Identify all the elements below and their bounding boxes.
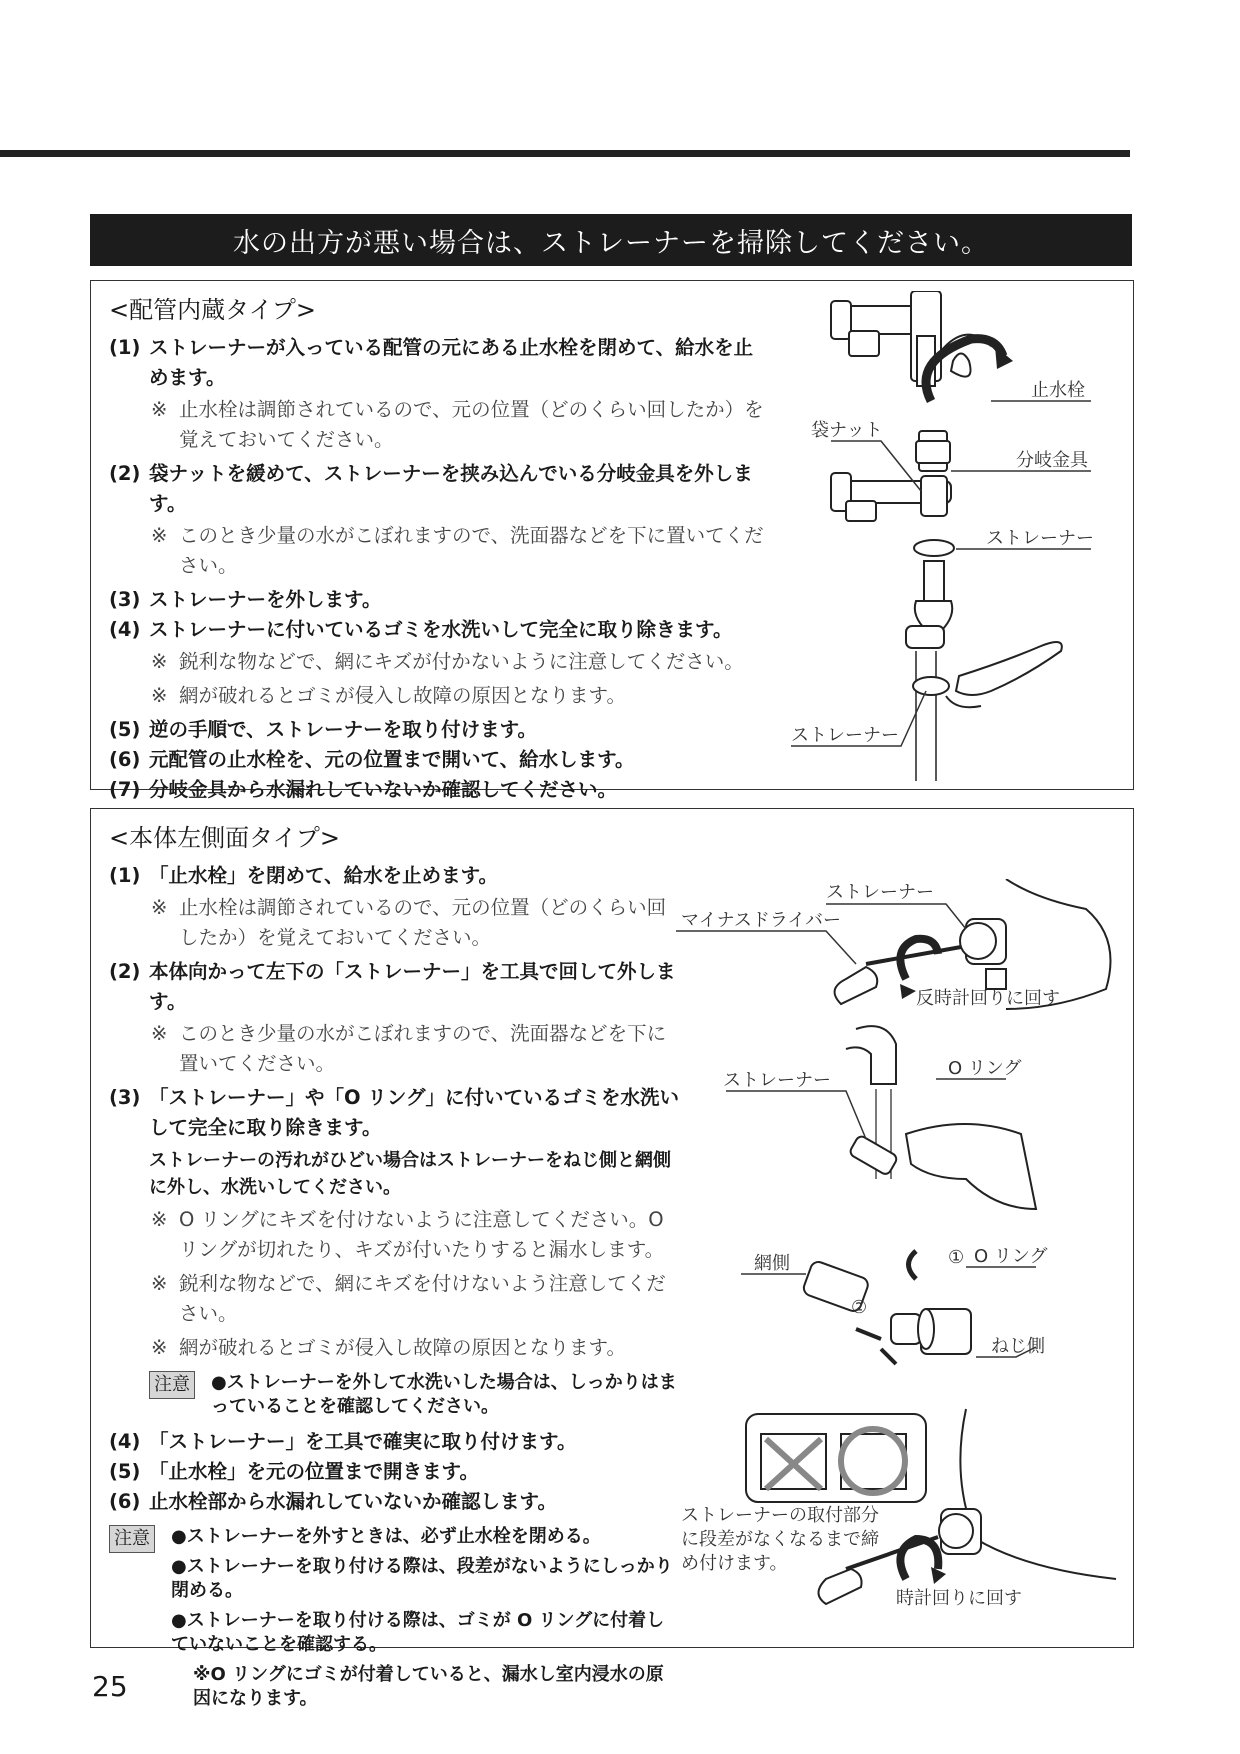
label-step-two: ② [851,1297,868,1318]
step-3: (3) ストレーナーを外します。 [109,588,382,611]
step-4: (4) ストレーナーに付いているゴミを水洗いして完全に取り除きます。 [109,618,733,641]
step-1: (1) 「止水栓」を閉めて、給水を止めます。 [109,864,499,887]
caution-item: ●ストレーナーを取り付ける際は、ゴミが O リングに付着していないことを確認する。 [171,1610,665,1655]
label-branch-fitting: 分岐金具 [1016,450,1088,471]
label-bag-nut: 袋ナット [811,420,883,441]
step-3: (3) 「ストレーナー」や「O リング」に付いているゴミを水洗いして完全に取り除きます。 [109,1086,679,1139]
note: ※ 鋭利な物などで、網にキズが付かないように注意してください。 [151,650,744,673]
note: ※ O リングにキズを付けないように注意してください。O リングが切れたり、キズが付いたりすると漏水します。 [151,1208,665,1261]
step-4: (4) 「ストレーナー」を工具で確実に取り付けます。 [109,1430,577,1453]
step-2: (2) 本体向かって左下の「ストレーナー」を工具で回して外します。 [109,960,676,1013]
label-counterclockwise: 反時計回りに回す [916,988,1060,1009]
step-6: (6) 止水栓部から水漏れしていないか確認します。 [109,1490,557,1513]
label-mount-instruction: ストレーナーの取付部分 [681,1505,879,1526]
label-o-ring: O リング [948,1058,1022,1079]
section2-text [109,821,679,1711]
label-o-ring: O リング [974,1246,1048,1267]
note: ※ 鋭利な物などで、網にキズを付けないよう注意してください。 [151,1272,666,1325]
section2-illustration [676,879,1126,1634]
caution-item: ●ストレーナーを外すときは、必ず止水栓を閉める。 [171,1526,601,1547]
label-strainer: ストレーナー [986,528,1094,549]
label-mesh-side: 網側 [754,1253,790,1274]
label-strainer: ストレーナー [791,725,899,746]
caution-label: 注意 [109,1525,155,1553]
page-number: 25 [92,1670,128,1703]
section2-heading: <本体左側面タイプ> [109,824,341,852]
label-screw-side: ねじ側 [991,1336,1045,1357]
step-5: (5) 「止水栓」を元の位置まで開きます。 [109,1460,479,1483]
label-step-one: ① [948,1247,965,1268]
label-strainer: ストレーナー [826,882,934,903]
note: ※ 止水栓は調節されているので、元の位置（どのくらい回したか）を覚えておいてください。 [151,398,764,451]
section1-heading: <配管内蔵タイプ> [109,296,317,324]
label-mount-instruction: に段差がなくなるまで締 [681,1529,879,1550]
section-builtin-pipe [90,280,1134,801]
step-7: (7) 分岐金具から水漏れしていないか確認してください。 [109,778,618,801]
caution-label: 注意 [149,1371,195,1399]
caution-block [109,1525,679,1711]
label-clockwise: 時計回りに回す [896,1588,1022,1609]
label-mount-instruction: め付けます。 [681,1553,788,1574]
caution-subnote: ※O リングにゴミが付着していると、漏水し室内浸水の原因になります。 [193,1664,664,1709]
note: ※ 止水栓は調節されているので、元の位置（どのくらい回したか）を覚えておいてください。 [151,896,667,949]
step-2: (2) 袋ナットを緩めて、ストレーナーを挟み込んでいる分岐金具を外します。 [109,462,753,515]
caution-item: ●ストレーナーを取り付ける際は、段差がないようにしっかり閉める。 [171,1556,673,1601]
step-5: (5) 逆の手順で、ストレーナーを取り付けます。 [109,718,538,741]
step3-detail: ストレーナーの汚れがひどい場合はストレーナーをねじ側と網側に外し、水洗いしてください。 [149,1150,671,1198]
label-flathead-driver: マイナスドライバー [681,910,842,931]
label-stop-valve: 止水栓 [1031,380,1085,401]
label-strainer: ストレーナー [723,1070,831,1091]
step-1: (1) ストレーナーが入っている配管の元にある止水栓を閉めて、給水を止めます。 [109,336,754,389]
note: ※ 網が破れるとゴミが侵入し故障の原因となります。 [151,1336,626,1359]
section1-illustration [791,291,1126,781]
note: ※ このとき少量の水がこぼれますので、洗面器などを下に置いてください。 [151,1022,667,1075]
page-title: 水の出方が悪い場合は、ストレーナーを掃除してください。 [90,214,1132,266]
step-6: (6) 元配管の止水栓を、元の位置まで開いて、給水します。 [109,748,635,771]
section1-text [109,293,769,805]
top-rule [0,150,1130,157]
note: ※ このとき少量の水がこぼれますので、洗面器などを下に置いてください。 [151,524,764,577]
caution-inline: 注意 ●ストレーナーを外して水洗いした場合は、しっかりはまっていることを確認してください。 [149,1371,679,1419]
note: ※ 網が破れるとゴミが侵入し故障の原因となります。 [151,684,626,707]
